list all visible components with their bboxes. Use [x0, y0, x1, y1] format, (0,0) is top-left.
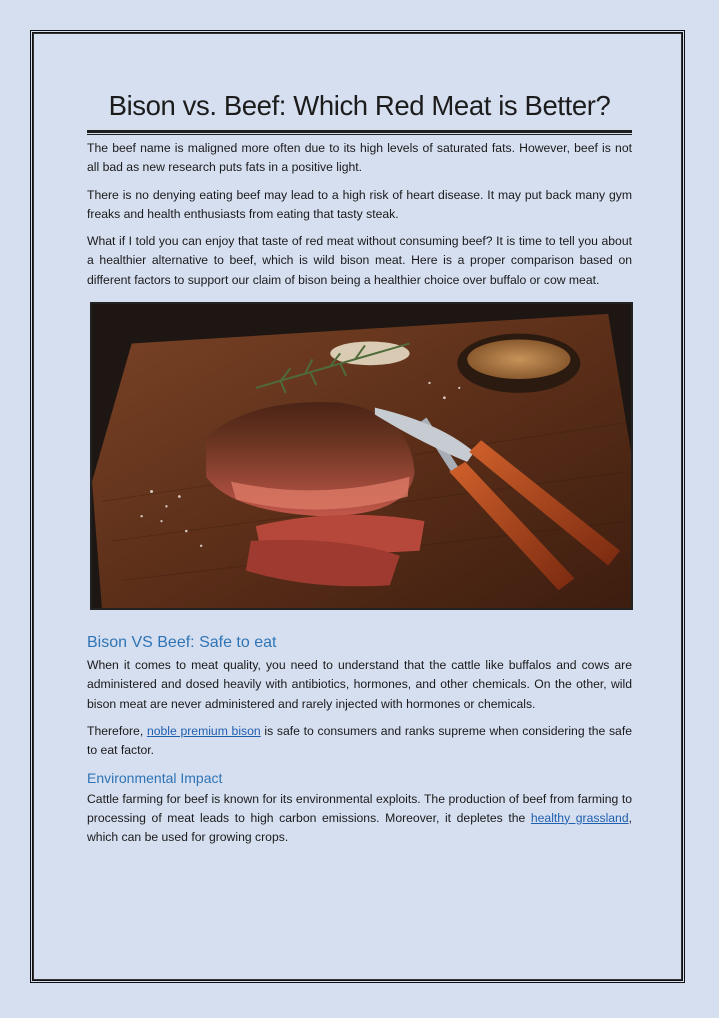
environmental-impact-paragraph [87, 790, 632, 848]
healthy-grassland-link[interactable]: healthy grassland [530, 810, 629, 825]
intro-paragraph-3: What if I told you can enjoy that taste of red meat without consuming beef? It is time to tell you about a healthier alternative to beef, which is wild bison meat. Here is a proper comparison based on different factors to support our claim of bison being a healthier choice over buffalo or cow meat. [87, 234, 632, 287]
section-heading-safe-to-eat: Bison VS Beef: Safe to eat [87, 634, 277, 652]
text-segment: , which can be used for growing crops. [87, 810, 633, 845]
page-title: Bison vs. Beef: Which Red Meat is Better? [108, 90, 611, 121]
document-body [87, 88, 632, 855]
intro-paragraph-1: The beef name is maligned more often due to its high levels of saturated fats. However, beef is not all bad as new research puts fats in a positive light. [87, 141, 632, 175]
sauce [467, 340, 570, 379]
text-segment: is safe to consumers and ranks supreme when considering the safe to eat factor. [87, 723, 632, 758]
safe-to-eat-paragraph-1: When it comes to meat quality, you need to understand that the cattle like buffalos and cows are administered and dosed heavily with antibiotics, hormones, and other chemicals. On the other, wild bison meat are never administered and rarely injected with hormones or chemicals. [87, 658, 632, 711]
title-underline [87, 130, 632, 135]
garlic [330, 342, 409, 366]
intro-paragraph-2: There is no denying eating beef may lead to a high risk of heart disease. It may put back many gym freaks and health enthusiasts from eating that tasty steak. [87, 187, 632, 221]
text-segment: Cattle farming for beef is known for its environmental exploits. The production of beef from farming to processing of meat leads to high carbon emissions. Moreover, it depletes the [87, 791, 632, 825]
steak-photo [90, 302, 633, 610]
noble-premium-bison-link[interactable]: noble premium bison [146, 723, 261, 738]
text-segment: Therefore, [87, 723, 147, 738]
safe-to-eat-paragraph-2 [87, 722, 632, 761]
steak-photo-illustration [92, 304, 631, 608]
section-heading-environmental-impact: Environmental Impact [87, 769, 223, 786]
